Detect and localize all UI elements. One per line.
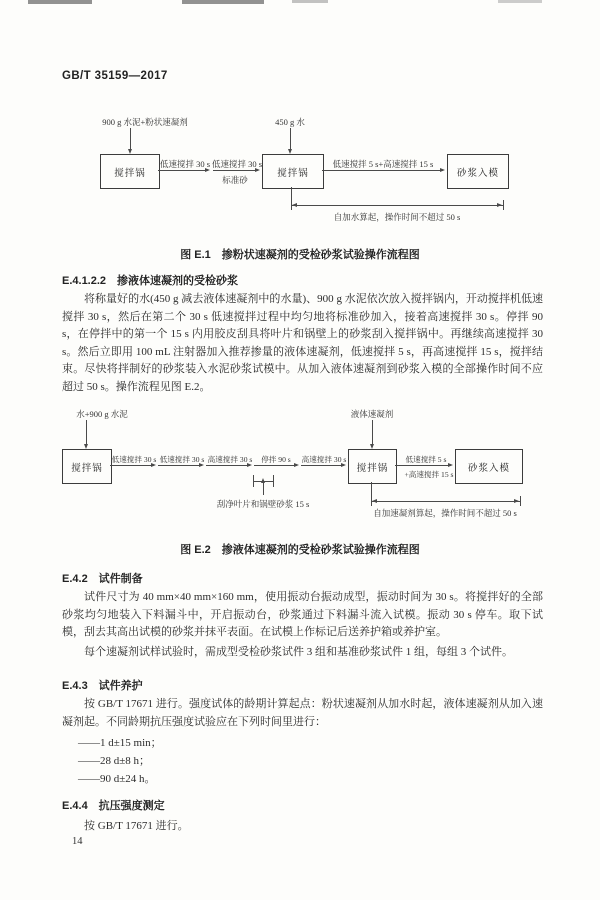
fig2-arrow-line bbox=[395, 465, 451, 466]
figure-e1-flowchart bbox=[55, 112, 547, 237]
section-heading-e43: E.4.3 试件养护 bbox=[62, 680, 143, 692]
scan-artifact bbox=[28, 0, 92, 4]
fig2-span-arrowhead-left bbox=[372, 499, 377, 503]
fig2-span-line bbox=[371, 501, 520, 502]
fig1-span-line bbox=[291, 205, 503, 206]
fig2-scrape-note-label: 刮净叶片和锅壁砂浆 15 s bbox=[216, 499, 310, 509]
fig1-step3-label: 低速搅拌 5 s+高速搅拌 15 s bbox=[332, 159, 434, 169]
fig2-down-arrow-line bbox=[372, 420, 373, 444]
fig2-arrowhead bbox=[341, 463, 346, 467]
section-e42-para1: 试件尺寸为 40 mm×40 mm×160 mm，使用振动台振动成型，振动时间为 30 s。将搅拌好的全部砂浆均匀地装入下料漏斗中，开启振动台，砂浆通过下料漏斗流入试模。振动 30 s 停车。取下试模，刮去其高出试模的砂浆并抹平表面。在试模上作标记后送养护箱或养护室。 bbox=[62, 591, 543, 639]
fig1-input-cement-powder-label: 900 g 水泥+粉状速凝剂 bbox=[102, 117, 188, 127]
fig2-step4-label: 高速搅拌 30 s bbox=[301, 455, 347, 464]
fig2-down-arrow-line bbox=[86, 420, 87, 444]
page-number: 14 bbox=[72, 836, 83, 847]
section-e42-para2: 每个速凝剂试样试验时，需成型受检砂浆试件 3 组和基准砂浆试件 1 组，每组 3 个试件。 bbox=[84, 646, 513, 658]
fig1-input-water-label: 450 g 水 bbox=[275, 117, 305, 127]
fig2-final-step-bottom-label: +高速搅拌 15 s bbox=[404, 470, 454, 479]
fig1-arrowhead bbox=[255, 168, 260, 172]
fig2-timespan-label: 自加速凝剂算起，操作时间不超过 50 s bbox=[373, 508, 517, 518]
fig2-mixer-pot-box-2: 搅拌锅 bbox=[348, 449, 397, 484]
section-body-e4122: 将称量好的水(450 g 减去液体速凝剂中的水量)、900 g 水泥依次放入搅拌锅内，开动搅拌机低速搅拌 30 s，然后在第二个 30 s 低速搅拌过程中均匀地将标准砂加入，接着高速搅拌 30 s。停拌 90 s，在停拌中的第一个 15 s 内用胶皮刮具将叶片和锅壁上的砂浆刮入搅拌锅中。再继续高速搅拌 30 s。然后立即用 100 mL 注射器加入推荐掺量的液体速凝剂，低速搅拌 5 s，再高速搅拌 15 s，搅拌结束。尽快将拌制好的砂浆装入水泥砂浆试模中。从加入液体速凝剂到砂浆入模的全部操作时间不应超过 50 s。操作流程见图 E.2。 bbox=[62, 293, 543, 393]
fig2-arrow-line bbox=[254, 465, 297, 466]
fig1-timespan-label: 自加水算起，操作时间不超过 50 s bbox=[333, 212, 461, 222]
fig2-arrow-line bbox=[110, 465, 154, 466]
fig2-step3-label: 停拌 90 s bbox=[261, 455, 291, 464]
fig2-arrow-line bbox=[301, 465, 344, 466]
fig2-step2-label: 高速搅拌 30 s bbox=[207, 455, 253, 464]
age-item-28d: ——28 d±8 h； bbox=[78, 755, 151, 767]
fig1-mixer-pot-box-1: 搅拌锅 bbox=[100, 154, 160, 189]
figure-e1-caption: 图 E.1 掺粉状速凝剂的受检砂浆试验操作流程图 bbox=[180, 249, 420, 261]
fig1-arrow-line bbox=[158, 170, 208, 171]
fig2-arrow-line bbox=[158, 465, 202, 466]
fig1-down-arrow-line bbox=[130, 128, 131, 149]
fig1-mixer-pot-box-2: 搅拌锅 bbox=[262, 154, 324, 189]
fig2-scrape-arrow-stem bbox=[263, 483, 264, 495]
fig2-step0-label: 低速搅拌 30 s bbox=[111, 455, 157, 464]
age-item-90d: ——90 d±24 h。 bbox=[78, 773, 156, 785]
fig1-standard-sand-label: 标准砂 bbox=[222, 175, 248, 185]
section-heading-e42: E.4.2 试件制备 bbox=[62, 573, 143, 585]
fig2-step1-label: 低速搅拌 30 s bbox=[159, 455, 205, 464]
fig1-arrow-line bbox=[213, 170, 258, 171]
fig2-input-liquid-accelerator-label: 液体速凝剂 bbox=[350, 409, 394, 419]
fig2-span-arrowhead-right bbox=[514, 499, 519, 503]
fig2-mortar-mold-box: 砂浆入模 bbox=[455, 449, 523, 484]
section-e44-para: 按 GB/T 17671 进行。 bbox=[84, 820, 189, 832]
fig1-step1-label: 低速搅拌 30 s bbox=[159, 159, 211, 169]
figure-e2-caption: 图 E.2 掺液体速凝剂的受检砂浆试验操作流程图 bbox=[180, 544, 420, 556]
fig2-arrow-line bbox=[206, 465, 250, 466]
figure-e2-flowchart bbox=[55, 405, 547, 523]
section-e43-para: 按 GB/T 17671 进行。强度试体的龄期计算起点：粉状速凝剂从加水时起，液体速凝剂从加入速凝剂起。不同龄期抗压强度试验应在下列时间里进行： bbox=[62, 698, 543, 728]
fig2-final-step-top-label: 低速搅拌 5 s bbox=[405, 455, 447, 464]
fig1-step2-top-label: 低速搅拌 30 s bbox=[211, 159, 263, 169]
fig1-span-arrowhead-right bbox=[497, 203, 502, 207]
section-heading-e4122: E.4.1.2.2 掺液体速凝剂的受检砂浆 bbox=[62, 275, 239, 287]
scan-artifact bbox=[498, 0, 542, 3]
fig2-input-water-cement-label: 水+900 g 水泥 bbox=[76, 409, 128, 419]
fig2-span-tick-right bbox=[520, 496, 521, 506]
fig1-span-arrowhead-left bbox=[292, 203, 297, 207]
fig1-arrow-line bbox=[322, 170, 443, 171]
fig2-arrowhead bbox=[448, 463, 453, 467]
section-heading-e44: E.4.4 抗压强度测定 bbox=[62, 800, 165, 812]
age-item-1d: ——1 d±15 min； bbox=[78, 737, 162, 749]
fig1-arrowhead bbox=[440, 168, 445, 172]
fig1-mortar-mold-box: 砂浆入模 bbox=[447, 154, 509, 189]
scan-artifact bbox=[292, 0, 328, 3]
doc-number: GB/T 35159—2017 bbox=[62, 70, 168, 82]
scan-artifact bbox=[182, 0, 264, 4]
fig2-mixer-pot-box-1: 搅拌锅 bbox=[62, 449, 112, 484]
fig1-down-arrow-line bbox=[290, 128, 291, 149]
fig2-scrape-arrowhead-up bbox=[261, 478, 265, 483]
fig1-span-tick-right bbox=[503, 200, 504, 210]
